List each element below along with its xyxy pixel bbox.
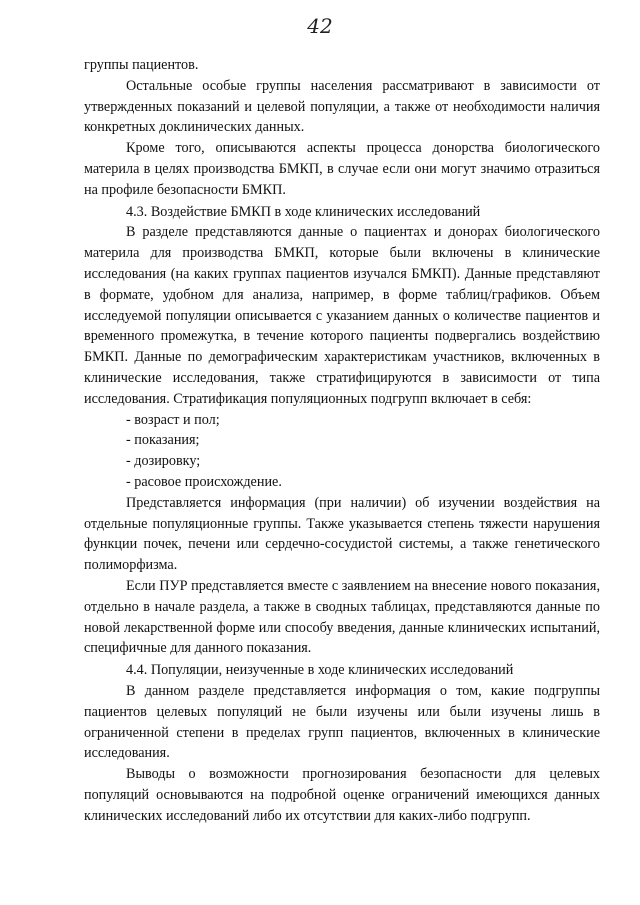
list-item: - расовое происхождение. — [126, 473, 282, 490]
paragraph-populations: Представляется информация (при наличии) об изучении воздействия на отдельные популяционные группы. Также указывается степень тяжести нарушения функции почек, печени или сердечно-сосудистой системы, а также генетического полиморфизма. — [84, 494, 600, 574]
paragraph-donation: Кроме того, описываются аспекты процесса донорства биологического материла в целях производства БМКП, в случае если они могут значимо отразиться на профиле безопасности БМКП. — [84, 140, 600, 198]
stratification-list — [84, 410, 600, 493]
section-heading-4-3: 4.3. Воздействие БМКП в ходе клинических исследований — [126, 203, 481, 220]
paragraph-unstudied: В данном разделе представляется информация о том, какие подгруппы пациентов целевых популяций не были изучены или были изучены лишь в ограниченной степени в пределах групп пациентов, включенных в клинические исследования. — [84, 682, 600, 762]
section-heading-4-4: 4.4. Популяции, неизученные в ходе клинических исследований — [126, 662, 514, 679]
document-body — [84, 55, 600, 826]
paragraph-exposure: В разделе представляются данные о пациентах и донорах биологического материла для производства БМКП, которые были включены в клинические исследования (на каких группах пациентов изучался БМКП). Данные представляют в формате, удобном для анализа, например, в форме таблиц/графиков. Объем исследуемой популяции описывается с указанием данных о количестве пациентов и временного промежутка, в течение которого пациенты подвергались воздействию БМКП. Данные по демографическим характеристикам участников, включенных в клинические исследования, также стратифицируются в зависимости от типа исследования. Стратификация популяционных подгрупп включает в себя: — [84, 224, 600, 407]
paragraph-new-indication: Если ПУР представляется вместе с заявлением на внесение нового показания, отдельно в начале раздела, а также в сводных таблицах, представляются данные по новой лекарственной форме или способу введения, данные клинических испытаний, специфичные для данного показания. — [84, 577, 600, 657]
list-item: - возраст и пол; — [126, 411, 220, 428]
list-item: - показания; — [126, 432, 200, 449]
paragraph-continuation: группы пациентов. — [84, 57, 199, 73]
list-item: - дозировку; — [126, 453, 201, 470]
page-number: 42 — [307, 14, 333, 38]
paragraph-conclusions: Выводы о возможности прогнозирования безопасности для целевых популяций основываются на подробной оценке ограничений имеющихся данных клинических исследований либо их отсутствии для каких-либо подгрупп. — [84, 766, 600, 824]
paragraph-special-groups: Остальные особые группы населения рассматривают в зависимости от утвержденных показаний и целевой популяции, а также от необходимости наличия конкретных доклинических данных. — [84, 77, 600, 136]
